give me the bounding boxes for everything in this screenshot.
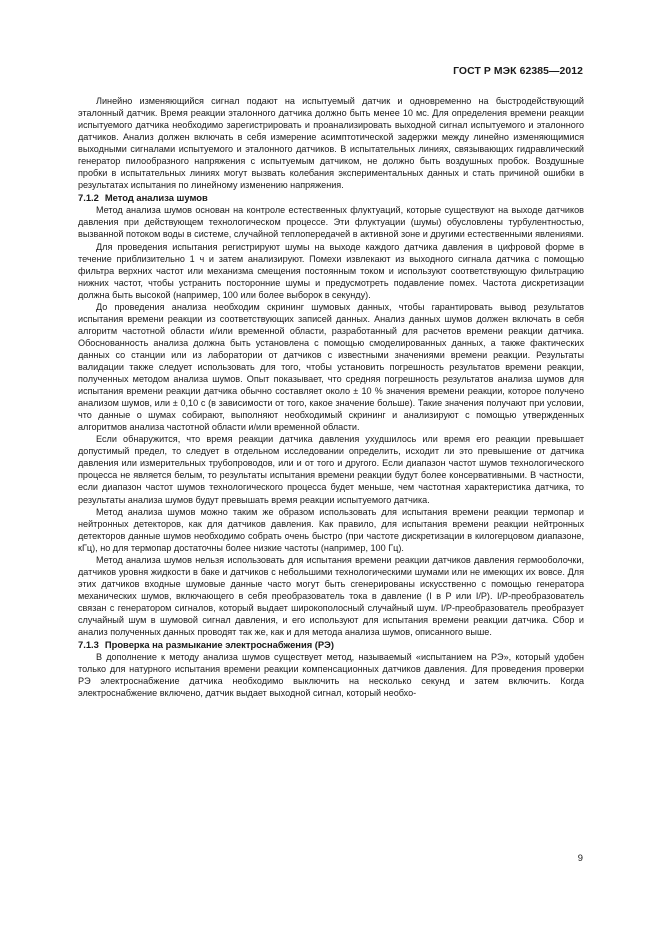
paragraph: Метод анализа шумов нельзя использовать для испытания времени реакции датчиков давления гермооболочки, датчиков уровня жидкости в баке и датчиков с небольшими технологическими шумами или не имеющих их вовсе. Для этих датчиков входные шумовые данные часто могут быть сгенерированы искусственно с помощью генератора механических шумов, включающего в себя преобразователь тока в давление (I в P или I/P). I/P-преобразователь связан с генератором сигналов, который выдает широкополосный случайный шум. I/P-преобразователь преобразует случайный шум в шумовой сигнал давления, и его используют для испытания времени реакции датчика. Сбор и анализ полученных данных проводят так же, как и для метода анализа шумов, описанного выше. [78,554,584,638]
section-number: 7.1.3 [78,639,99,651]
section-heading [78,638,584,651]
section-heading [78,191,584,204]
paragraph: Метод анализа шумов можно таким же образом использовать для испытания времени реакции термопар и нейтронных детекторов, как для датчиков давления. Как правило, для испытания времени реакции нейтронных детекторов данные шумов необходимо собрать очень быстро (при частоте дискретизации в килогерцовом диапазоне, кГц), но для термопар достаточны более низкие частоты (например, 100 Гц). [78,506,584,553]
paragraph: В дополнение к методу анализа шумов существует метод, называемый «испытанием на РЭ», который удобен только для натурного испытания времени реакции компенсационных датчиков давления. Для проведения проверки РЭ электроснабжение датчика необходимо выключить на несколько секунд и затем включить. Когда электроснабжение включено, датчик выдает выходной сигнал, который необхо- [78,652,584,699]
document-header-code: ГОСТ Р МЭК 62385—2012 [453,66,583,77]
paragraph: Для проведения испытания регистрируют шумы на выходе каждого датчика давления в цифровой форме в течение приблизительно 1 ч и затем анализируют. Помехи извлекают из выходного сигнала датчика с помощью фильтра верхних частот или механизма смещения постоянным током и используют соответствующую фильтрацию нижних частот, чтобы устранить посторонние шумы и предусмотреть подавление помех. Частота дискретизации должна быть высокой (например, 100 или более выборок в секунду). [78,241,584,300]
paragraph: Если обнаружится, что время реакции датчика давления ухудшилось или время его реакции превышает допустимый предел, то следует в отдельном исследовании определить, исходит ли это превышение от датчика давления или измерительных трубопроводов, или и от того и другого. Если диапазон частот шумов технологического процесса не является белым, то результаты испытания времени реакции будут более консервативными. В частности, если диапазон частот шумов технологического процесса будет меньше, чем частотная характеристика датчика, то результаты анализа шумов будут превышать время реакции испытуемого датчика. [78,434,584,505]
paragraph: Линейно изменяющийся сигнал подают на испытуемый датчик и одновременно на быстродействующий эталонный датчик. Время реакции эталонного датчика должно быть менее 10 мс. Для определения времени реакции испытуемого датчика необходимо зарегистрировать и проанализировать выходной сигнал испытуемого и эталонного датчиков. Анализ должен включать в себя измерение асимптотической задержки между линейно изменяющимися выходными сигналами испытуемого и эталонного датчиков. В испытательных линиях, связывающих гидравлический генератор пилообразного напряжения с испытуемым датчиком, не должно быть воздушных пробок. Воздушные пробки в испытательных линиях могут вызвать колебания экспериментальных данных и стать причиной ошибки в результатах испытания по линейному изменению напряжения. [78,96,584,191]
section-number: 7.1.2 [78,192,99,204]
section-title: Метод анализа шумов [104,192,208,204]
section-title: Проверка на размыкание электроснабжения (РЭ) [104,639,334,651]
document-body [78,95,584,699]
paragraph: До проведения анализа необходим скрининг шумовых данных, чтобы гарантировать вывод результатов испытания времени реакции из соответствующих записей данных. Анализ данных шумов должен включать в себя алгоритм частотной области и/или временной области, разработанный для расчетов времени реакции датчика. Обоснованность анализа должна быть установлена с помощью смоделированных данных, а также фактических данных со станции или из лаборатории от датчиков с известными значениями времени реакции. Результаты валидации также следует использовать для того, чтобы установить погрешность результатов времени реакции, полученных методом анализа шумов. Опыт показывает, что средняя погрешность результатов анализа шумов для испытания времени реакции датчика обычно составляет около ± 10 % значения времени реакции, которое получено анализом шумов, или ± 0,10 с (в зависимости от того, какое значение больше). Такие значения получают при условии, что данные о шумах собирают, выполняют необходимый скрининг и анализируют с помощью утвержденных алгоритмов анализа частотной области и/или временной области. [78,301,584,433]
page-number: 9 [577,852,583,863]
paragraph: Метод анализа шумов основан на контроле естественных флуктуаций, которые существуют на выходе датчиков давления при действующем технологическом процессе. Эти флуктуации (шумы) обусловлены турбулентностью, вызванной потоком воды в системе, случайной теплопередачей в активной зоне и другими естественными явлениями. [78,205,584,240]
